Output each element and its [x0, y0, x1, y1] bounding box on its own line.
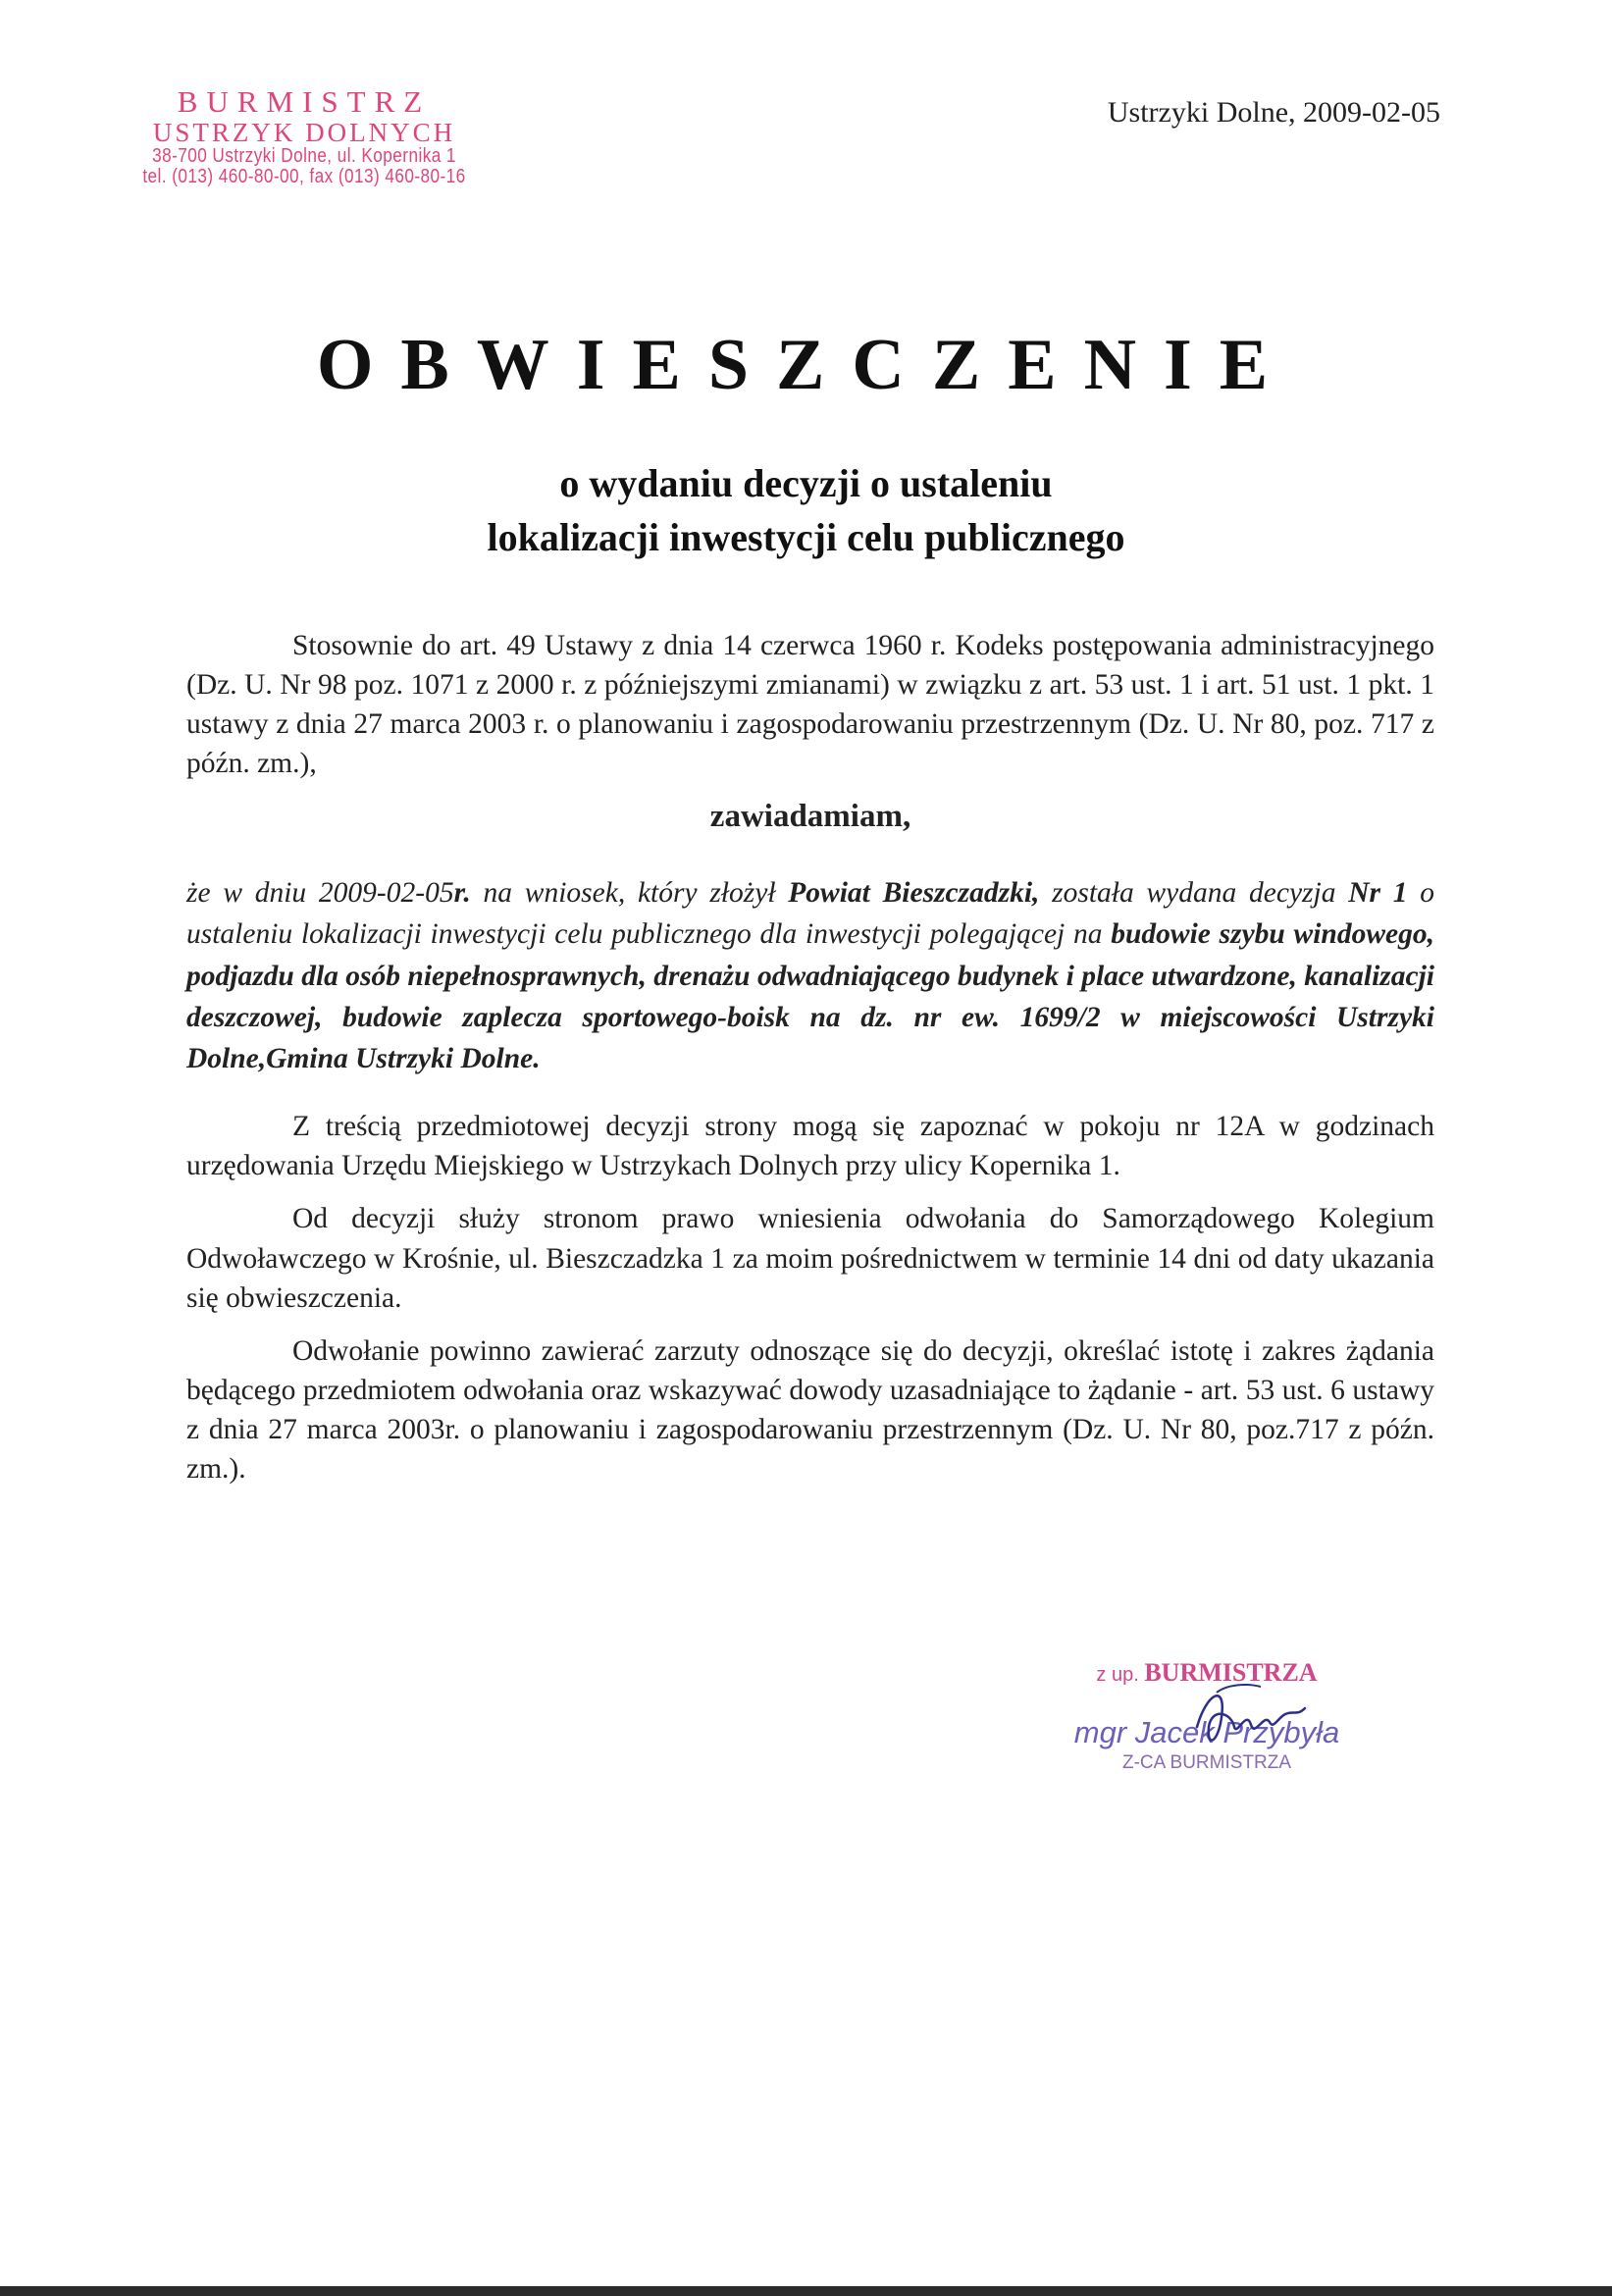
decision-date-text: że w dniu 2009-02-05: [186, 877, 454, 910]
applicant-name: Powiat Bieszczadzki,: [788, 877, 1040, 910]
inform-heading: zawiadamiam,: [709, 799, 911, 835]
decision-issued-text: została wydana decyzja: [1039, 877, 1349, 910]
stamp-address: 38-700 Ustrzyki Dolne, ul. Kopernika 1: [152, 144, 456, 167]
stamp-town: USTRZYK DOLNYCH: [152, 117, 456, 147]
office-stamp: [108, 86, 500, 187]
decision-date-suffix: r.: [453, 877, 471, 910]
decision-subject-text: o ustaleniu lokalizacji inwestycji celu publicznego dla inwestycji polegającej na: [186, 877, 1434, 951]
signatory-role: Z-CA BURMISTRZA: [1121, 1752, 1292, 1773]
appeal-content-paragraph: Odwołanie powinno zawierać zarzuty odnoszące się do decyzji, określać istotę i zakres żądania będącego przedmiotem odwołania oraz wskazywać dowody uzasadniające to żądanie - art. 53 ust. 6 ustawy z dnia 27 marca 2003r. o planowaniu i zagospodarowaniu przestrzennym (Dz. U. Nr 80, poz.717 z późn. zm.).: [186, 1334, 1434, 1486]
document-title: OBWIESZCZENIE: [316, 325, 1296, 405]
document-body: [186, 626, 1434, 1488]
handwritten-signature-icon: [1187, 1673, 1315, 1761]
page-bottom-edge: [0, 2286, 1612, 2296]
stamp-title: BURMISTRZ: [177, 84, 432, 119]
place-and-date: Ustrzyki Dolne, 2009-02-05: [1107, 96, 1440, 129]
signatory-name: mgr Jacek Przybyła: [1073, 1715, 1340, 1749]
subtitle-line-1: o wydaniu decyzji o ustaleniu: [559, 461, 1053, 505]
stamp-phone: tel. (013) 460-80-00, fax (013) 460-80-16: [142, 165, 466, 187]
decision-paragraph: [186, 872, 1434, 1079]
signature-zup: z up.: [1096, 1664, 1139, 1686]
investment-description: budowie szybu windowego, podjazdu dla osób niepełnosprawnych, drenażu odwadniającego budynek i place utwardzone, kanalizacji deszczowej, budowie zaplecza sportowego-boisk na dz. nr ew. 1699/2 w miejscowości Ustrzyki Dolne,Gmina Ustrzyki Dolne.: [186, 918, 1434, 1074]
signature-office: BURMISTRZA: [1144, 1658, 1318, 1687]
subtitle-line-2: lokalizacji inwestycji celu publicznego: [487, 515, 1125, 560]
document-subtitle: [0, 456, 1612, 564]
access-paragraph: Z treścią przedmiotowej decyzji strony mogą się zapoznać w pokoju nr 12A w godzinach urzędowania Urzędu Miejskiego w Ustrzykach Dolnych przy ulicy Kopernika 1.: [186, 1111, 1434, 1182]
decision-request-text: na wniosek, który złożył: [470, 877, 789, 910]
decision-number: Nr 1: [1348, 877, 1408, 910]
appeal-paragraph: Od decyzji służy stronom prawo wniesienia odwołania do Samorządowego Kolegium Odwoławczego w Krośnie, ul. Bieszczadzka 1 za moim pośrednictwem w terminie 14 dni od daty ukazania się obwieszczenia.: [186, 1203, 1434, 1314]
legal-basis-paragraph: Stosownie do art. 49 Ustawy z dnia 14 czerwca 1960 r. Kodeks postępowania administracyjnego (Dz. U. Nr 98 poz. 1071 z 2000 r. z późniejszymi zmianami) w związku z art. 53 ust. 1 i art. 51 ust. 1 pkt. 1 ustawy z dnia 27 marca 2003 r. o planowaniu i zagospodarowaniu przestrzennym (Dz. U. Nr 80, poz. 717 z późn. zm.),: [186, 630, 1434, 780]
